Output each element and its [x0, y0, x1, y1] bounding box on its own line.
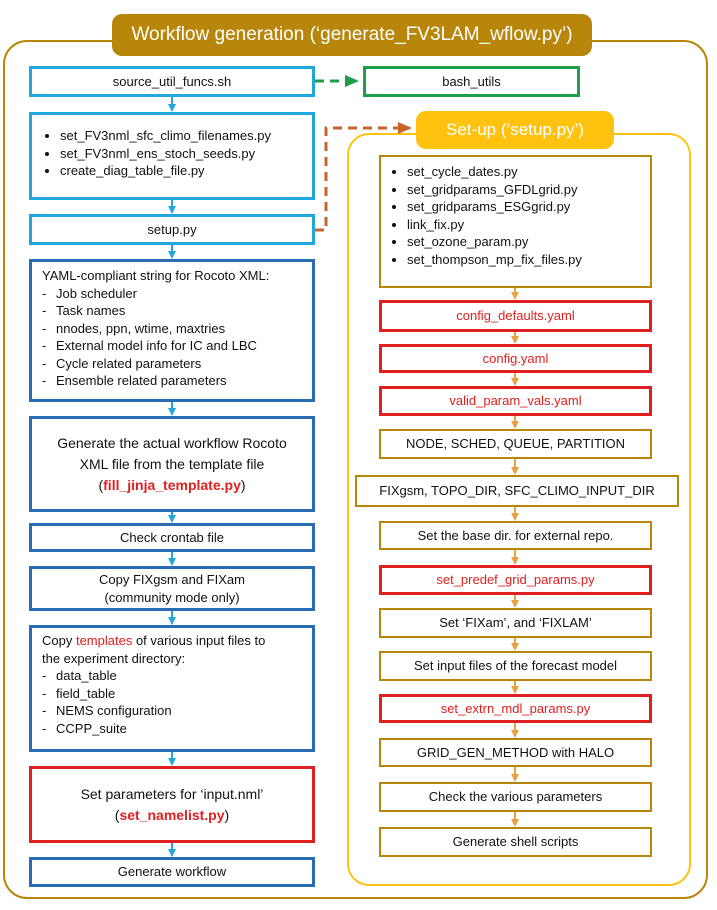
grid-gen-method-label: GRID_GEN_METHOD with HALO [416, 744, 615, 760]
setup-scripts-list [385, 163, 646, 268]
workflow-title: Workflow generation (‘generate_FV3LAM_wflow.py’) [131, 24, 573, 45]
generate-line-2: XML file from the template file [79, 455, 265, 472]
copy-templates-post: of various input files to [132, 633, 266, 648]
set-predef-grid-params-box [379, 565, 652, 595]
workflow-title-banner [112, 14, 592, 56]
list-item: - nnodes, ppn, wtime, maxtries [56, 320, 308, 338]
check-crontab-box [29, 523, 315, 552]
generate-shell-scripts-box [379, 827, 652, 857]
set-scripts-list [38, 127, 308, 180]
generate-open-paren: ( [98, 476, 104, 493]
setup-title-banner [416, 111, 614, 149]
set-namelist-script: set_namelist.py [119, 806, 225, 823]
fixgsm-label: FIXgsm, TOPO_DIR, SFC_CLIMO_INPUT_DIR [379, 483, 655, 499]
set-params-line-2 [115, 805, 229, 826]
yaml-string-box [29, 259, 315, 402]
grid-gen-method-box [379, 738, 652, 767]
list-item: - data_table [56, 667, 308, 685]
config-box [379, 344, 652, 373]
set-input-files-label: Set input files of the forecast model [413, 658, 618, 674]
list-item: - Task names [56, 302, 308, 320]
list-item: • set_cycle_dates.py [407, 163, 646, 181]
list-item: • set_ozone_param.py [407, 233, 646, 251]
copy-templates-line-1 [42, 632, 308, 650]
node-sched-box [379, 429, 652, 459]
list-item: • set_gridparams_ESGgrid.py [407, 198, 646, 216]
templates-word: templates [75, 633, 133, 648]
list-item: • create_diag_table_file.py [60, 162, 308, 180]
set-extrn-mdl-params-label: set_extrn_mdl_params.py [440, 700, 591, 716]
yaml-items-list [42, 285, 308, 390]
copy-items-list [42, 667, 308, 737]
list-item: - NEMS configuration [56, 702, 308, 720]
config-defaults-label: config_defaults.yaml [456, 308, 575, 324]
base-dir-box [379, 521, 652, 550]
list-item: - Ensemble related parameters [56, 372, 308, 390]
list-item: - External model info for IC and LBC [56, 337, 308, 355]
config-label: config.yaml [482, 350, 549, 366]
set-input-files-box [379, 651, 652, 681]
list-item: - Job scheduler [56, 285, 308, 303]
source-util-funcs-box [29, 66, 315, 97]
list-item: - Cycle related parameters [56, 355, 308, 373]
generate-line-1: Generate the actual workflow Rocoto [57, 434, 287, 451]
node-sched-label: NODE, SCHED, QUEUE, PARTITION [405, 436, 626, 452]
bash-utils-label: bash_utils [442, 73, 501, 89]
valid-param-vals-box [379, 386, 652, 416]
generate-workflow-box [29, 857, 315, 887]
copy-fix-line-1: Copy FIXgsm and FIXam [99, 571, 245, 587]
setup-py-box [29, 214, 315, 245]
list-item: • set_thompson_mp_fix_files.py [407, 251, 646, 269]
list-item: • set_gridparams_GFDLgrid.py [407, 181, 646, 199]
source-util-funcs-label: source_util_funcs.sh [112, 73, 232, 89]
list-item: • set_FV3nml_sfc_climo_filenames.py [60, 127, 308, 145]
list-item: - field_table [56, 685, 308, 703]
copy-fix-line-2: (community mode only) [104, 589, 240, 605]
check-parameters-label: Check the various parameters [428, 789, 603, 805]
config-defaults-box [379, 300, 652, 332]
check-crontab-label: Check crontab file [119, 529, 225, 545]
valid-param-vals-label: valid_param_vals.yaml [449, 393, 582, 409]
fill-jinja-template-script: fill_jinja_template.py [103, 476, 241, 493]
set-scripts-box [29, 112, 315, 200]
fixgsm-box [355, 475, 679, 507]
yaml-title: YAML-compliant string for Rocoto XML: [42, 268, 270, 283]
bash-utils-box [363, 66, 580, 97]
set-predef-grid-params-label: set_predef_grid_params.py [436, 572, 595, 588]
check-parameters-box [379, 782, 652, 812]
copy-templates-line-2: the experiment directory: [42, 650, 186, 666]
set-params-line-1: Set parameters for ‘input.nml’ [80, 785, 264, 802]
generate-workflow-label: Generate workflow [117, 864, 227, 880]
list-item: • link_fix.py [407, 216, 646, 234]
list-item: - CCPP_suite [56, 720, 308, 738]
set-fixam-label: Set ‘FIXam’, and ‘FIXLAM’ [439, 615, 592, 631]
set-extrn-mdl-params-box [379, 694, 652, 723]
setup-py-label: setup.py [147, 221, 197, 237]
base-dir-label: Set the base dir. for external repo. [417, 527, 614, 543]
set-namelist-box [29, 766, 315, 843]
list-item: • set_FV3nml_ens_stoch_seeds.py [60, 145, 308, 163]
setup-scripts-box [379, 155, 652, 288]
set-params-close-paren: ) [224, 806, 230, 823]
set-params-open-paren: ( [114, 806, 120, 823]
generate-rocoto-xml-box [29, 416, 315, 512]
generate-shell-scripts-label: Generate shell scripts [452, 834, 579, 850]
generate-line-3 [98, 475, 245, 496]
generate-close-paren: ) [240, 476, 246, 493]
set-fixam-box [379, 608, 652, 638]
copy-templates-box [29, 625, 315, 752]
copy-templates-pre: Copy [42, 633, 76, 648]
setup-title: Set-up (‘setup.py’) [446, 120, 584, 139]
copy-fix-box [29, 566, 315, 611]
